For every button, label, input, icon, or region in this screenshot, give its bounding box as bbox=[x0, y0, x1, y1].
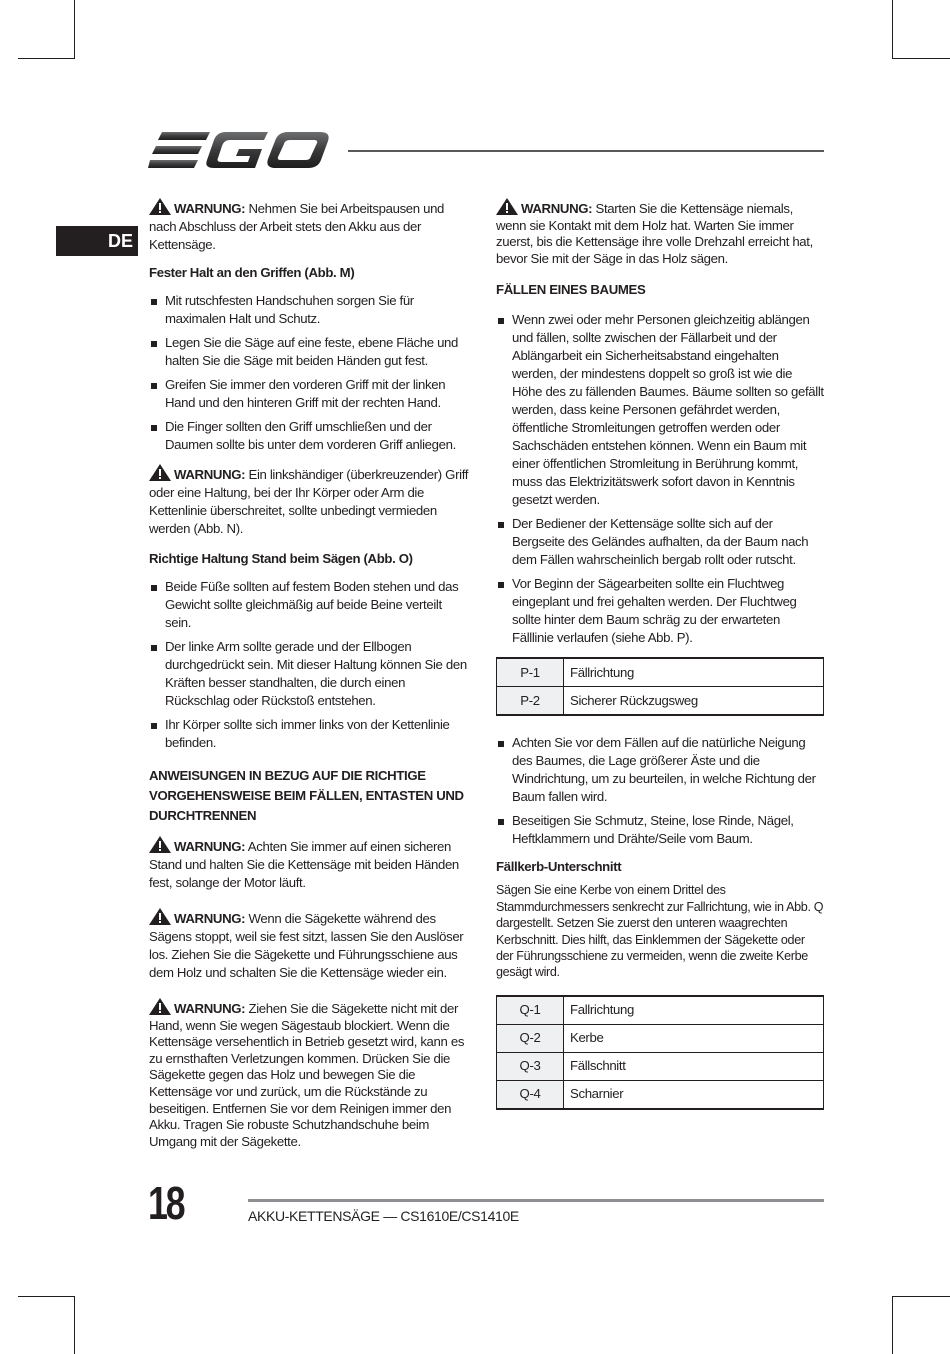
footer-rule bbox=[248, 1199, 824, 1202]
legend-table-p bbox=[496, 657, 824, 716]
table-cell-label: Sicherer Rückzugsweg bbox=[564, 687, 824, 716]
table-cell-code: Q-2 bbox=[497, 1024, 564, 1052]
list-item: Beseitigen Sie Schmutz, Steine, lose Rinde, Nägel, Heftklammern und Drähte/Seile vom Baum. bbox=[496, 812, 824, 848]
footer-title: AKKU-KETTENSÄGE — CS1610E/CS1410E bbox=[248, 1208, 519, 1224]
warning-block bbox=[149, 908, 471, 982]
crop-mark bbox=[892, 1296, 950, 1297]
warning-triangle-icon bbox=[149, 198, 171, 215]
list-item: Achten Sie vor dem Fällen auf die natürliche Neigung des Baumes, die Lage größerer Äste und die Windrichtung, um zu beurteilen, in welche Richtung der Baum fallen wird. bbox=[496, 734, 824, 806]
warning-block bbox=[149, 198, 471, 254]
bullet-list bbox=[149, 578, 471, 752]
crop-mark bbox=[892, 0, 893, 58]
table-cell-code: Q-4 bbox=[497, 1080, 564, 1109]
table-cell-label: Kerbe bbox=[564, 1024, 824, 1052]
list-item: Der Bediener der Kettensäge sollte sich auf der Bergseite des Geländes aufhalten, da der Baum nach dem Fällen wahrscheinlich bergab rollt oder rutscht. bbox=[496, 515, 824, 569]
warning-label: WARNUNG: bbox=[521, 201, 593, 216]
ego-logo bbox=[148, 128, 330, 172]
language-tab: DE bbox=[56, 226, 138, 256]
crop-mark bbox=[892, 1296, 893, 1354]
list-item: Greifen Sie immer den vorderen Griff mit der linken Hand und den hinteren Griff mit der rechten Hand. bbox=[149, 376, 471, 412]
list-item: Wenn zwei oder mehr Personen gleichzeitig ablängen und fällen, sollte zwischen der Fällarbeit und der Ablängarbeit ein Sicherheitsabstand eingehalten werden, der mindestens doppelt so groß ist wie die Höhe des zu fällenden Baumes. Bäume sollten so gefällt werden, dass keine Personen gefährdet werden, öffentliche Stromleitungen getroffen werden oder Sachschäden entstehen können. Wenn ein Baum mit einer öffentlichen Stromleitung in Berührung kommt, muss das Elektrizitätswerk sofort davon in Kenntnis gesetzt werden. bbox=[496, 311, 824, 509]
warning-text: Starten Sie die Kettensäge niemals, wenn sie Kontakt mit dem Holz hat. Warten Sie immer zuerst, bis die Kettensäge ihre volle Drehzahl erreicht hat, bevor Sie mit der Säge in das Holz sägen. bbox=[496, 201, 813, 266]
crop-mark bbox=[74, 0, 75, 58]
warning-text: Ein linkshändiger (überkreuzender) Griff oder eine Haltung, bei der Ihr Körper oder Arm die Kettenlinie überschreitet, sollte unbedingt vermieden werden (Abb. N). bbox=[149, 467, 469, 536]
list-item: Beide Füße sollten auf festem Boden stehen und das Gewicht sollte gleichmäßig auf beide Beine verteilt sein. bbox=[149, 578, 471, 632]
bullet-list bbox=[496, 734, 824, 848]
warning-label: WARNUNG: bbox=[174, 201, 246, 216]
section-title: Richtige Haltung Stand beim Sägen (Abb. O) bbox=[149, 551, 413, 566]
warning-triangle-icon bbox=[149, 908, 171, 925]
warning-text: Achten Sie immer auf einen sicheren Stand und halten Sie die Kettensäge mit beiden Händen fest, solange der Motor läuft. bbox=[149, 839, 459, 890]
legend-table-q bbox=[496, 995, 824, 1110]
warning-label: WARNUNG: bbox=[174, 839, 246, 854]
table-cell-code: P-2 bbox=[497, 687, 564, 716]
section-heading: ANWEISUNGEN IN BEZUG AUF DIE RICHTIGE VORGEHENSWEISE BEIM FÄLLEN, ENTASTEN UND DURCHTRENNEN bbox=[149, 768, 464, 823]
crop-mark bbox=[18, 58, 75, 59]
table-row bbox=[497, 658, 824, 687]
crop-mark bbox=[74, 1296, 75, 1354]
list-item: Ihr Körper sollte sich immer links von der Kettenlinie befinden. bbox=[149, 716, 471, 752]
warning-block bbox=[149, 836, 471, 892]
table-cell-label: Fällrichtung bbox=[564, 658, 824, 687]
table-cell-code: Q-3 bbox=[497, 1052, 564, 1080]
warning-triangle-icon bbox=[496, 198, 518, 215]
list-item: Vor Beginn der Sägearbeiten sollte ein Fluchtweg eingeplant und frei gehalten werden. Der Fluchtweg sollte hinter dem Baum schräg zu der erwarteten Fälllinie verlaufen (siehe Abb. P). bbox=[496, 575, 824, 647]
list-item: Legen Sie die Säge auf eine feste, ebene Fläche und halten Sie die Säge mit beiden Händen gut fest. bbox=[149, 334, 471, 370]
left-column bbox=[149, 198, 471, 1160]
table-cell-label: Scharnier bbox=[564, 1080, 824, 1109]
section-heading: FÄLLEN EINES BAUMES bbox=[496, 282, 646, 298]
warning-block bbox=[496, 198, 824, 267]
warning-label: WARNUNG: bbox=[174, 1001, 246, 1016]
table-row bbox=[497, 1080, 824, 1109]
table-row bbox=[497, 996, 824, 1025]
warning-block bbox=[149, 998, 471, 1150]
warning-triangle-icon bbox=[149, 836, 171, 853]
table-row bbox=[497, 687, 824, 716]
header-rule bbox=[348, 150, 824, 152]
crop-mark bbox=[892, 58, 950, 59]
table-cell-code: Q-1 bbox=[497, 996, 564, 1025]
paragraph: Sägen Sie eine Kerbe von einem Drittel des Stammdurchmessers senkrecht zur Fallrichtung, wie in Abb. Q dargestellt. Setzen Sie zuerst den unteren waagrechten Kerbschnitt. Dies hilft, das Einklemmen der Sägekette oder der Führungsschiene zu vermeiden, wenn die zweite Kerbe gesägt wird. bbox=[496, 883, 824, 980]
table-row bbox=[497, 1052, 824, 1080]
warning-block bbox=[149, 464, 471, 538]
table-cell-label: Fallrichtung bbox=[564, 996, 824, 1025]
crop-mark bbox=[18, 1296, 75, 1297]
table-row bbox=[497, 1024, 824, 1052]
bullet-list bbox=[496, 311, 824, 647]
warning-label: WARNUNG: bbox=[174, 911, 246, 926]
warning-text: Ziehen Sie die Sägekette nicht mit der Hand, wenn Sie wegen Sägestaub blockiert. Wenn die Kettensäge versehentlich in Betrieb gesetzt wird, kann es zu ernsthaften Verletzungen kommen. Drücken Sie die Sägekette gegen das Holz und bewegen Sie die Kettensäge vor und zurück, um die Rückstände zu beseitigen. Entfernen Sie vor dem Reinigen immer den Akku. Tragen Sie robuste Schutzhandschuhe beim Umgang mit der Sägekette. bbox=[149, 1001, 465, 1149]
list-item: Mit rutschfesten Handschuhen sorgen Sie für maximalen Halt und Schutz. bbox=[149, 292, 471, 328]
warning-text: Wenn die Sägekette während des Sägens stoppt, weil sie fest sitzt, lassen Sie den Auslöser los. Ziehen Sie die Sägekette und Führungsschiene aus dem Holz und schalten Sie die Kettensäge wieder ein. bbox=[149, 911, 464, 980]
table-cell-label: Fällschnitt bbox=[564, 1052, 824, 1080]
bullet-list bbox=[149, 292, 471, 454]
warning-text: Nehmen Sie bei Arbeitspausen und nach Abschluss der Arbeit stets den Akku aus der Kettensäge. bbox=[149, 201, 445, 252]
right-column bbox=[496, 198, 824, 1124]
list-item: Die Finger sollten den Griff umschließen und der Daumen sollte bis unter dem vorderen Griff anliegen. bbox=[149, 418, 471, 454]
page-number: 18 bbox=[148, 1177, 184, 1229]
section-title: Fester Halt an den Griffen (Abb. M) bbox=[149, 265, 355, 280]
list-item: Der linke Arm sollte gerade und der Ellbogen durchgedrückt sein. Mit dieser Haltung können Sie den Kräften besser standhalten, die durch einen Rückschlag oder Rückstoß entstehen. bbox=[149, 638, 471, 710]
warning-triangle-icon bbox=[149, 464, 171, 481]
table-cell-code: P-1 bbox=[497, 658, 564, 687]
warning-triangle-icon bbox=[149, 998, 171, 1015]
warning-label: WARNUNG: bbox=[174, 467, 246, 482]
section-title: Fällkerb-Unterschnitt bbox=[496, 859, 622, 875]
